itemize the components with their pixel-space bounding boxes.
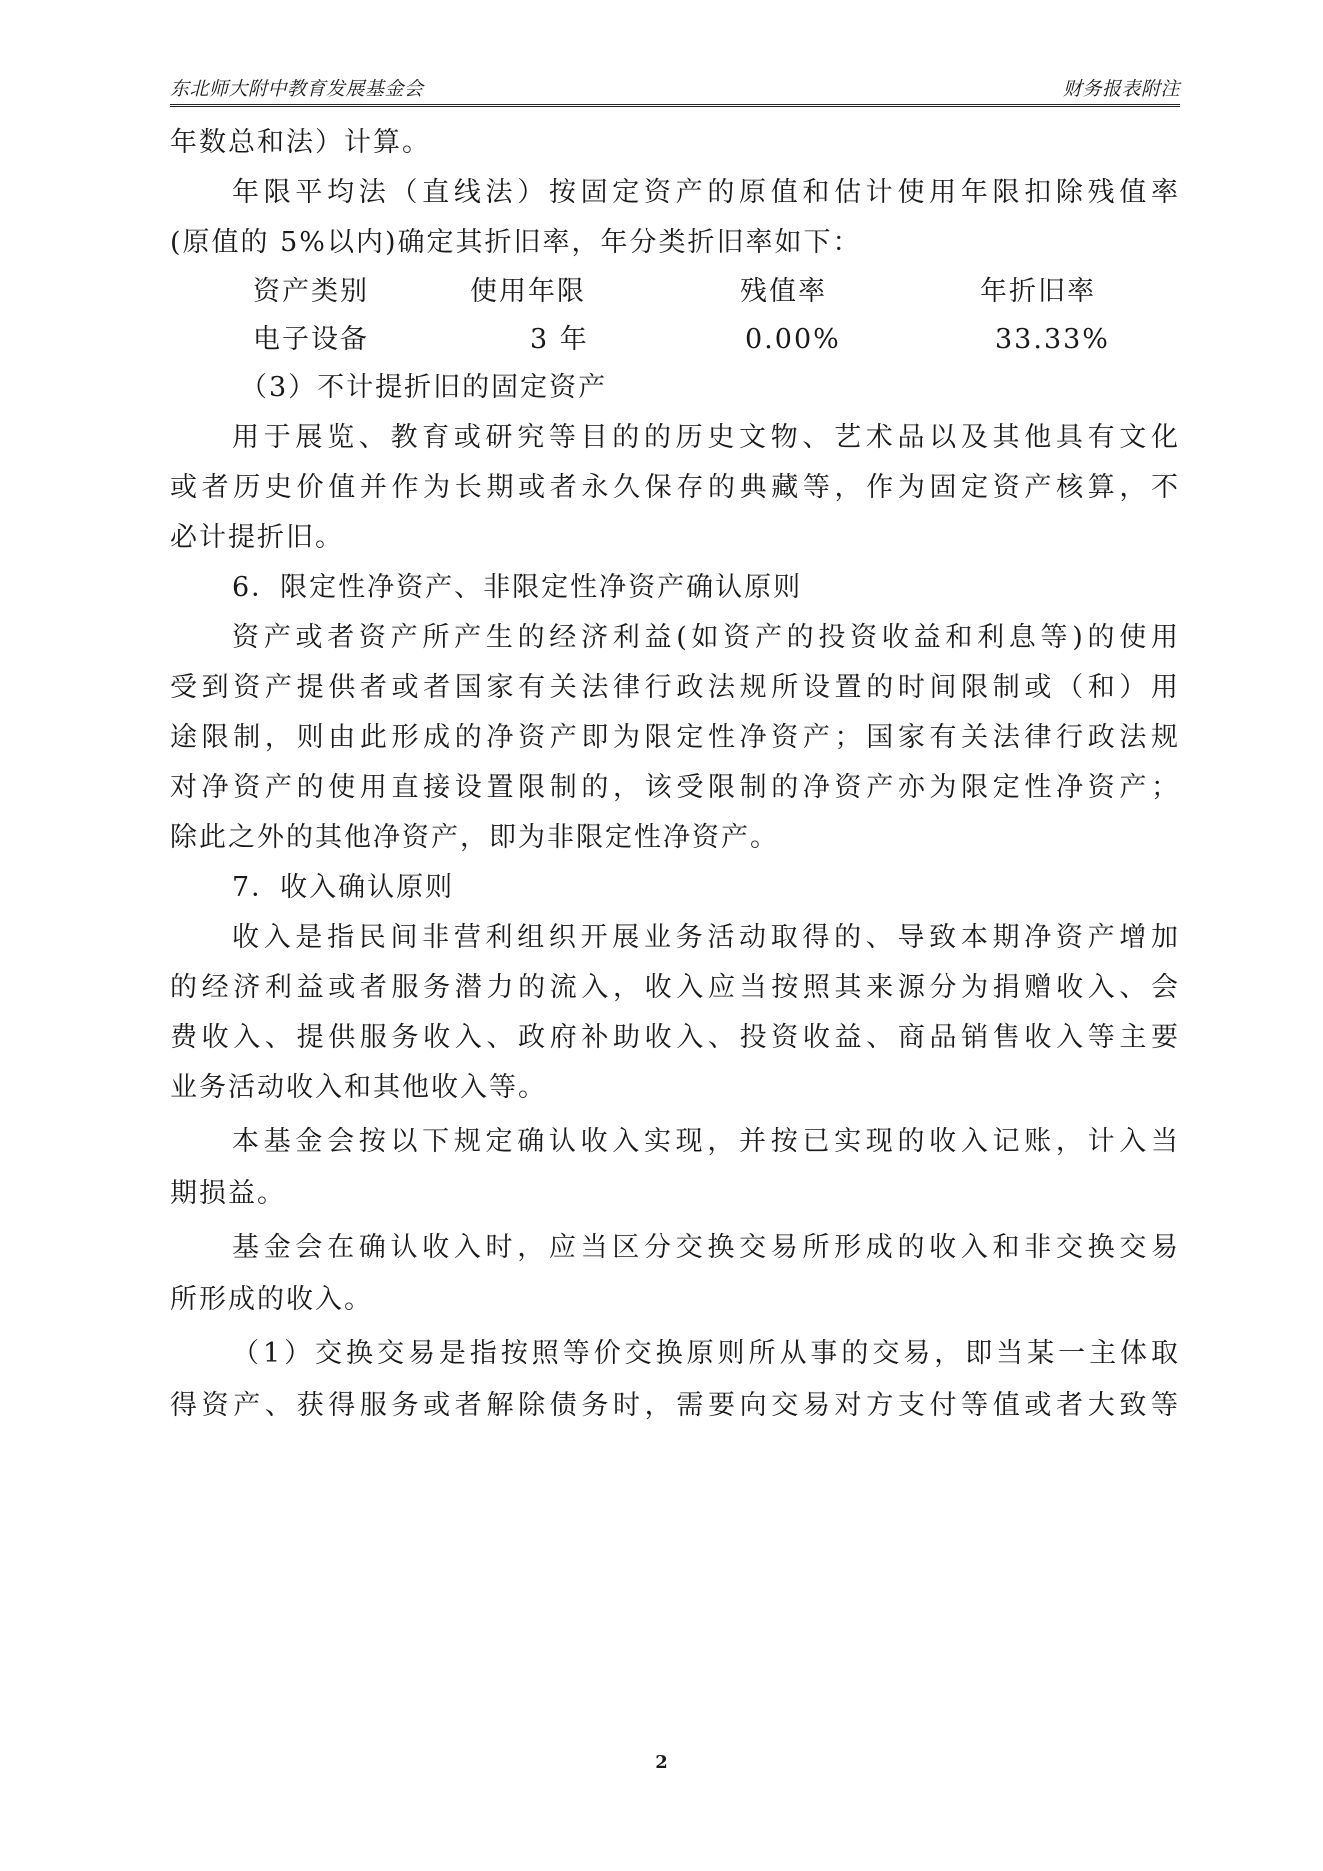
text-line: 或者历史价值并作为长期或者永久保存的典藏等，作为固定资产核算，不 xyxy=(170,472,1180,503)
text-line: 期损益。 xyxy=(170,1178,286,1209)
organization-name: 东北师大附中教育发展基金会 xyxy=(170,78,424,100)
subsection-heading: （3）不计提折旧的固定资产 xyxy=(240,372,608,403)
page-header xyxy=(170,70,1180,107)
table-header-asset-category: 资产类别 xyxy=(253,276,369,307)
document-section-title: 财务报表附注 xyxy=(1062,78,1180,100)
text-line: 本基金会按以下规定确认收入实现，并按已实现的收入记账，计入当 xyxy=(232,1126,1180,1157)
text-line: 对净资产的使用直接设置限制的，该受限制的净资产亦为限定性净资产； xyxy=(170,772,1180,803)
text-line: 收入是指民间非营利组织开展业务活动取得的、导致本期净资产增加 xyxy=(232,922,1180,953)
text-line: 费收入、提供服务收入、政府补助收入、投资收益、商品销售收入等主要 xyxy=(170,1022,1180,1053)
text-line: 业务活动收入和其他收入等。 xyxy=(170,1072,547,1103)
text-line: 用于展览、教育或研究等目的的历史文物、艺术品以及其他具有文化 xyxy=(232,422,1180,453)
page-number: 2 xyxy=(655,1752,668,1773)
table-header-useful-life: 使用年限 xyxy=(470,276,586,307)
text-line: 必计提折旧。 xyxy=(170,522,344,553)
text-line: (原值的 5%以内)确定其折旧率，年分类折旧率如下： xyxy=(170,227,862,258)
text-line: 除此之外的其他净资产，即为非限定性净资产。 xyxy=(170,822,779,853)
text-line: 所形成的收入。 xyxy=(170,1284,373,1315)
text-line: 受到资产提供者或者国家有关法律行政法规所设置的时间限制或（和）用 xyxy=(170,672,1180,703)
section-heading: 7．收入确认原则 xyxy=(232,872,455,903)
table-cell: 电子设备 xyxy=(253,324,369,355)
table-cell: 33.33% xyxy=(995,324,1110,355)
text-line: 年限平均法（直线法）按固定资产的原值和估计使用年限扣除残值率 xyxy=(232,177,1180,208)
section-heading: 6．限定性净资产、非限定性净资产确认原则 xyxy=(232,572,803,603)
text-line: 的经济利益或者服务潜力的流入，收入应当按照其来源分为捐赠收入、会 xyxy=(170,972,1180,1003)
text-line: 年数总和法）计算。 xyxy=(170,127,431,158)
text-line: 资产或者资产所产生的经济利益(如资产的投资收益和利息等)的使用 xyxy=(232,622,1180,653)
table-cell: 0.00% xyxy=(745,324,841,355)
text-line: 基金会在确认收入时，应当区分交换交易所形成的收入和非交换交易 xyxy=(232,1232,1180,1263)
table-header-residual-rate: 残值率 xyxy=(740,276,827,307)
table-header-annual-depreciation-rate: 年折旧率 xyxy=(980,276,1096,307)
text-line: 得资产、获得服务或者解除债务时，需要向交易对方支付等值或者大致等 xyxy=(170,1390,1180,1421)
text-line: 途限制，则由此形成的净资产即为限定性净资产；国家有关法律行政法规 xyxy=(170,722,1180,753)
table-cell: 3 年 xyxy=(530,324,589,355)
text-line: （1）交换交易是指按照等价交换原则所从事的交易，即当某一主体取 xyxy=(232,1338,1180,1369)
